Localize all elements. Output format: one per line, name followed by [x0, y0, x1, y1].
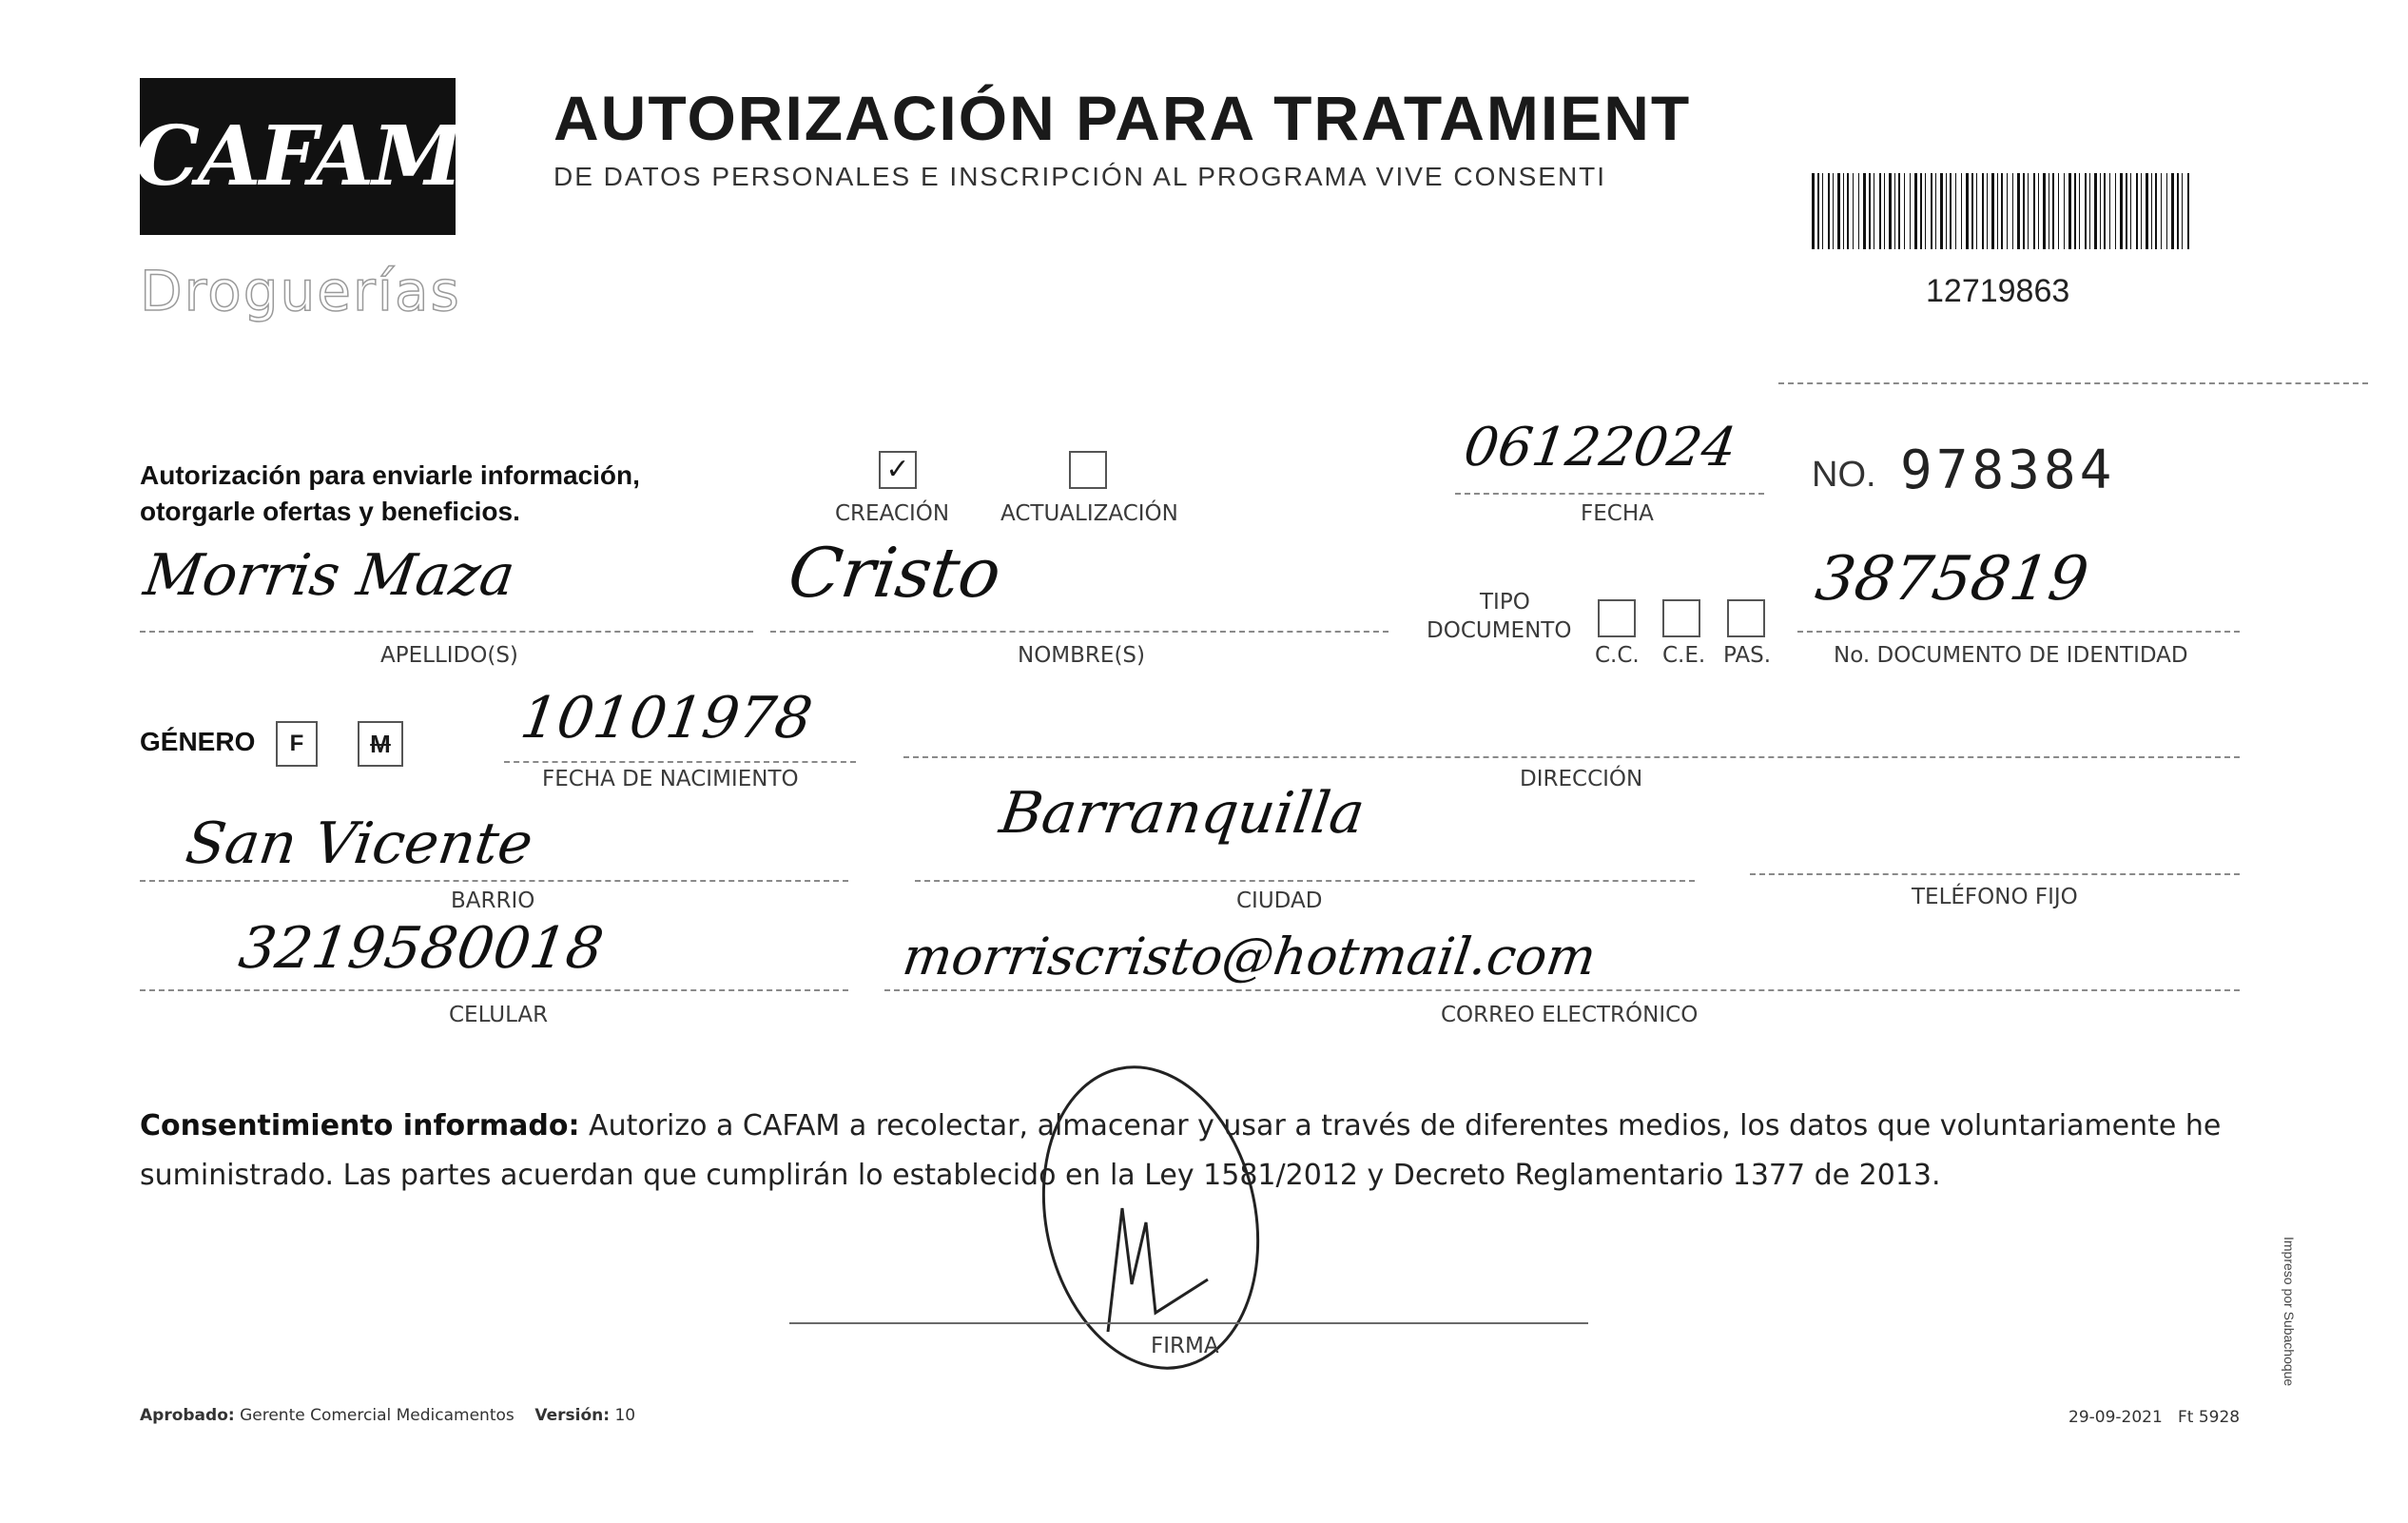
consent-bold: Consentimiento informado:	[140, 1109, 580, 1142]
consent-body: Autorizo a CAFAM a recolectar, almacenar y usar a través de diferentes medios, los datos que voluntariamente he suministrado. Las partes acuerdan que cumplirán lo establecido en la Ley 1581/2012 y Decreto Reglamentario 1377 de 2013.	[140, 1109, 2222, 1192]
barcode-bar	[1961, 173, 1962, 249]
pas-label: PAS.	[1723, 643, 1772, 668]
barcode-bar	[2085, 173, 2087, 249]
firma-label: FIRMA	[1151, 1334, 1219, 1358]
nombres-line	[770, 631, 1388, 633]
barcode-bar	[1889, 173, 1892, 249]
barcode-bar	[2038, 173, 2039, 249]
documento-line	[1797, 631, 2240, 633]
celular-label: CELULAR	[449, 1003, 549, 1027]
barcode-bar	[2012, 173, 2013, 249]
barcode-bar	[1898, 173, 1900, 249]
creacion-label: CREACIÓN	[835, 501, 950, 526]
correo-value[interactable]: morriscristo@hotmail.com	[899, 927, 1601, 986]
barcode-bar	[2155, 173, 2157, 249]
barcode-bar	[2079, 173, 2080, 249]
barrio-value[interactable]: San Vicente	[182, 810, 537, 877]
intro-line-2: otorgarle ofertas y beneficios.	[140, 497, 520, 526]
footer-approved	[140, 1406, 635, 1425]
apellidos-line	[140, 631, 753, 633]
barcode-bar	[1935, 173, 1936, 249]
barcode-bar	[2068, 173, 2071, 249]
cc-checkbox[interactable]	[1598, 599, 1636, 637]
barcode-bar	[2146, 173, 2148, 249]
barcode-bar	[1853, 173, 1854, 249]
barcode-bar	[2115, 173, 2116, 249]
page-subtitle: DE DATOS PERSONALES E INSCRIPCIÓN AL PROGRAMA VIVE CONSENTI	[553, 162, 1607, 191]
logo-subtitle: Droguerías	[140, 259, 461, 323]
intro-line-1: Autorización para enviarle información,	[140, 460, 640, 490]
barcode-bar	[1940, 173, 1943, 249]
aprobado-label: Aprobado:	[140, 1406, 235, 1425]
genero-label: GÉNERO	[140, 727, 256, 756]
genero-f-checkbox[interactable]: F	[276, 721, 318, 767]
barcode-bar	[1817, 173, 1819, 249]
barcode-bar	[1991, 173, 1994, 249]
barcode-bar	[2187, 173, 2189, 249]
firma-line	[789, 1322, 1588, 1324]
actualizacion-label: ACTUALIZACIÓN	[1000, 501, 1178, 526]
fecha-value[interactable]: 06122024	[1460, 417, 1740, 478]
barcode-bar	[1931, 173, 1932, 249]
aprobado-value: Gerente Comercial Medicamentos	[240, 1406, 515, 1425]
barcode-bar	[2023, 173, 2025, 249]
barcode-bar	[1925, 173, 1926, 249]
barcode-bar	[1833, 173, 1834, 249]
barcode-bar	[2052, 173, 2054, 249]
fecha-line	[1455, 493, 1764, 495]
barcode-bar	[1920, 173, 1922, 249]
barcode-bar	[1950, 173, 1952, 249]
barcode-bar	[1863, 173, 1866, 249]
genero-m-checkbox[interactable]: M	[358, 721, 403, 767]
barcode-bar	[1946, 173, 1947, 249]
barcode-bar	[1843, 173, 1844, 249]
barcode-bar	[1971, 173, 1973, 249]
logo-text: CAFAM	[134, 108, 461, 205]
barcode-bar	[2089, 173, 2090, 249]
barcode-bar	[2161, 173, 2162, 249]
barcode-bar	[1997, 173, 1998, 249]
pas-checkbox[interactable]	[1727, 599, 1765, 637]
barcode-bar	[1894, 173, 1895, 249]
barcode-bar	[1966, 173, 1969, 249]
barcode-bar	[1955, 173, 1956, 249]
barcode-bar	[2058, 173, 2059, 249]
ciudad-label: CIUDAD	[1236, 888, 1323, 913]
barcode-bar	[2094, 173, 2097, 249]
barcode-bar	[1822, 173, 1823, 249]
nacimiento-line	[504, 761, 856, 763]
barcode-bar	[2171, 173, 2174, 249]
creacion-checkbox[interactable]: ✓	[879, 451, 917, 489]
celular-value[interactable]: 3219580018	[235, 915, 608, 982]
barcode-bar	[2007, 173, 2008, 249]
barrio-line	[140, 880, 848, 882]
page-title: AUTORIZACIÓN PARA TRATAMIENT	[553, 83, 1692, 153]
correo-line	[884, 989, 2240, 991]
telefono-label: TELÉFONO FIJO	[1912, 885, 2078, 909]
nacimiento-value[interactable]: 10101978	[516, 685, 817, 752]
barcode-bar	[1982, 173, 1984, 249]
no-value: 978384	[1900, 439, 2116, 501]
nombres-label: NOMBRE(S)	[1018, 643, 1145, 668]
barcode-bar	[2001, 173, 2003, 249]
barcode-bar	[2141, 173, 2142, 249]
tipo-label-1: TIPO	[1480, 590, 1530, 615]
barcode-bar	[2109, 173, 2110, 249]
celular-line	[140, 989, 848, 991]
tipo-label-2: DOCUMENTO	[1427, 618, 1572, 643]
barcode-bar	[1987, 173, 1988, 249]
barcode-bar	[2166, 173, 2167, 249]
barcode-bar	[2043, 173, 2046, 249]
barcode-bar	[1812, 173, 1815, 249]
barcode-bar	[2136, 173, 2138, 249]
barcode-bar	[2151, 173, 2152, 249]
direccion-line	[903, 756, 2240, 758]
documento-value[interactable]: 3875819	[1811, 544, 2093, 615]
printer-vertical-text: Impreso por Subachoque	[2282, 1237, 2297, 1387]
barcode-bar	[1837, 173, 1840, 249]
barcode-bar	[1858, 173, 1859, 249]
signature-mark[interactable]	[1018, 1056, 1284, 1379]
barcode-bar	[1879, 173, 1881, 249]
barcode	[1812, 173, 2197, 249]
footer-form-code: Ft 5928	[2178, 1408, 2241, 1427]
barcode-bar	[1904, 173, 1905, 249]
ce-label: C.E.	[1662, 643, 1706, 668]
nacimiento-label: FECHA DE NACIMIENTO	[542, 767, 799, 791]
barcode-bar	[2017, 173, 2020, 249]
correo-label: CORREO ELECTRÓNICO	[1441, 1003, 1699, 1027]
barcode-bar	[2033, 173, 2035, 249]
top-rule	[1778, 382, 2368, 384]
version-label: Versión:	[534, 1406, 611, 1425]
ciudad-value[interactable]: Barranquilla	[996, 780, 1369, 847]
barcode-bar	[1976, 173, 1977, 249]
apellidos-label: APELLIDO(S)	[380, 643, 518, 668]
barcode-bar	[1914, 173, 1917, 249]
ce-checkbox[interactable]	[1662, 599, 1700, 637]
barcode-bar	[1884, 173, 1885, 249]
direccion-label: DIRECCIÓN	[1520, 767, 1643, 791]
cafam-logo	[134, 78, 461, 235]
barcode-bar	[1869, 173, 1871, 249]
barcode-bar	[2064, 173, 2065, 249]
barcode-number: 12719863	[1926, 273, 2070, 309]
cc-label: C.C.	[1595, 643, 1640, 668]
ciudad-line	[915, 880, 1695, 882]
barcode-bar	[2028, 173, 2029, 249]
barrio-label: BARRIO	[451, 888, 535, 913]
version-value: 10	[614, 1406, 636, 1425]
barcode-bar	[1828, 173, 1830, 249]
fecha-label: FECHA	[1581, 501, 1654, 526]
barcode-bar	[1847, 173, 1849, 249]
barcode-bar	[1910, 173, 1911, 249]
apellidos-value[interactable]: Morris Maza	[140, 542, 519, 609]
telefono-line	[1750, 873, 2240, 875]
barcode-bar	[2177, 173, 2179, 249]
barcode-bar	[2126, 173, 2127, 249]
barcode-bar	[2104, 173, 2106, 249]
nombres-value[interactable]: Cristo	[784, 533, 1006, 613]
no-label: NO.	[1812, 455, 1876, 495]
barcode-bar	[2120, 173, 2123, 249]
barcode-bar	[2182, 173, 2183, 249]
footer-date-code: 29-09-2021	[2068, 1408, 2163, 1427]
documento-label: No. DOCUMENTO DE IDENTIDAD	[1834, 643, 2188, 668]
barcode-bar	[2130, 173, 2131, 249]
barcode-bar	[2074, 173, 2076, 249]
actualizacion-checkbox[interactable]	[1069, 451, 1107, 489]
barcode-bar	[2100, 173, 2101, 249]
